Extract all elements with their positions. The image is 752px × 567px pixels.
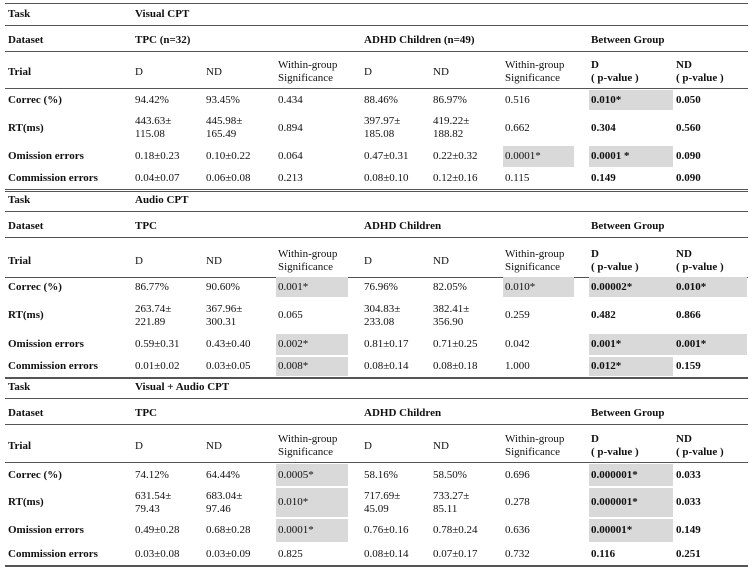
- tpc-group-header: TPC (n=32): [135, 33, 191, 46]
- adhd-nd-header: ND: [433, 439, 449, 452]
- value-cell-nd1: 93.45%: [206, 93, 240, 106]
- value-cell-bnd: 0.090: [676, 150, 701, 162]
- task-label: Task: [8, 380, 31, 393]
- tpc-within-group-header: Within-group Significance: [278, 433, 338, 458]
- value-cell-nd2: 82.05%: [433, 280, 467, 293]
- value-cell-wg2: 0.636: [505, 524, 530, 536]
- value-cell-nd2: 733.27± 85.11: [433, 489, 470, 515]
- value-cell-d1: 94.42%: [135, 93, 169, 106]
- between-nd-pvalue-header: ND ( p-value ): [676, 59, 724, 84]
- value-cell-wg2: 0.010*: [505, 280, 536, 293]
- trial-row-label: Omission errors: [8, 150, 84, 162]
- value-cell-wg2: 0.662: [505, 121, 530, 134]
- adhd-within-group-header: Within-group Significance: [505, 248, 565, 273]
- value-cell-d1: 0.49±0.28: [135, 524, 180, 536]
- value-cell-wg1: 0.002*: [278, 338, 309, 350]
- value-cell-bd: 0.149: [591, 172, 616, 184]
- task-name: Visual CPT: [135, 7, 190, 20]
- value-cell-bd: 0.0001 *: [591, 150, 630, 162]
- value-cell-wg1: 0.213: [278, 172, 303, 184]
- tpc-within-group-header: Within-group Significance: [278, 59, 338, 84]
- value-cell-nd1: 0.06±0.08: [206, 172, 251, 184]
- value-cell-d1: 0.01±0.02: [135, 360, 180, 372]
- between-nd-pvalue-header: ND ( p-value ): [676, 248, 724, 273]
- value-cell-d2: 58.16%: [364, 468, 398, 481]
- value-cell-bnd: 0.033: [676, 496, 701, 508]
- value-cell-bd: 0.012*: [591, 360, 622, 372]
- value-cell-d2: 0.81±0.17: [364, 338, 409, 350]
- value-cell-wg2: 0.278: [505, 496, 530, 508]
- value-cell-bnd: 0.149: [676, 524, 701, 536]
- trial-label: Trial: [8, 254, 32, 267]
- value-cell-nd2: 0.08±0.18: [433, 360, 478, 372]
- task-rule: [5, 25, 748, 26]
- adhd-group-header: ADHD Children: [364, 219, 442, 232]
- value-cell-wg1: 0.894: [278, 121, 303, 134]
- value-cell-d1: 631.54± 79.43: [135, 489, 172, 515]
- task-rule: [5, 398, 748, 399]
- between-group-header: Between Group: [591, 219, 665, 232]
- dataset-rule: [5, 51, 748, 52]
- value-cell-wg1: 0.064: [278, 150, 303, 162]
- value-cell-wg2: 0.516: [505, 93, 530, 106]
- value-cell-nd2: 382.41± 356.90: [433, 302, 470, 328]
- task-label: Task: [8, 7, 31, 20]
- adhd-d-header: D: [364, 439, 372, 452]
- trial-label: Trial: [8, 439, 32, 452]
- task-label: Task: [8, 193, 31, 206]
- adhd-nd-header: ND: [433, 254, 449, 267]
- trial-rule: [5, 88, 748, 89]
- value-cell-bd: 0.000001*: [591, 496, 638, 508]
- value-cell-d2: 0.08±0.14: [364, 360, 409, 372]
- value-cell-d2: 0.08±0.10: [364, 172, 409, 184]
- dataset-label: Dataset: [8, 406, 44, 419]
- value-cell-wg2: 0.259: [505, 309, 530, 321]
- value-cell-wg1: 0.008*: [278, 360, 309, 372]
- dataset-label: Dataset: [8, 219, 44, 232]
- value-cell-bd: 0.010*: [591, 93, 622, 106]
- value-cell-nd1: 64.44%: [206, 468, 240, 481]
- value-cell-nd1: 683.04± 97.46: [206, 489, 243, 515]
- trial-row-label: Correc (%): [8, 468, 62, 481]
- value-cell-bd: 0.116: [591, 547, 616, 560]
- adhd-group-header: ADHD Children: [364, 406, 442, 419]
- value-cell-nd2: 0.07±0.17: [433, 547, 478, 560]
- value-cell-bnd: 0.560: [676, 121, 701, 134]
- value-cell-nd2: 0.78±0.24: [433, 524, 478, 536]
- trial-row-label: Omission errors: [8, 338, 84, 350]
- value-cell-nd2: 0.12±0.16: [433, 172, 478, 184]
- value-cell-wg1: 0.0001*: [278, 524, 314, 536]
- value-cell-d2: 0.08±0.14: [364, 547, 409, 560]
- value-cell-d1: 0.03±0.08: [135, 547, 180, 560]
- tpc-nd-header: ND: [206, 65, 222, 78]
- value-cell-nd1: 90.60%: [206, 280, 240, 293]
- value-cell-nd2: 419.22± 188.82: [433, 115, 470, 140]
- value-cell-d2: 0.47±0.31: [364, 150, 409, 162]
- value-cell-wg1: 0.0005*: [278, 468, 314, 481]
- value-cell-d2: 717.69± 45.09: [364, 489, 401, 515]
- value-cell-nd1: 0.10±0.22: [206, 150, 251, 162]
- tpc-d-header: D: [135, 439, 143, 452]
- trial-row-label: Omission errors: [8, 524, 84, 536]
- value-cell-bd: 0.000001*: [591, 468, 638, 481]
- tpc-within-group-header: Within-group Significance: [278, 248, 338, 273]
- adhd-within-group-header: Within-group Significance: [505, 59, 565, 84]
- tpc-d-header: D: [135, 254, 143, 267]
- trial-row-label: RT(ms): [8, 121, 44, 134]
- value-cell-wg1: 0.010*: [278, 496, 309, 508]
- dataset-label: Dataset: [8, 33, 44, 46]
- value-cell-bnd: 0.001*: [676, 338, 707, 350]
- value-cell-wg1: 0.001*: [278, 280, 309, 293]
- tpc-nd-header: ND: [206, 254, 222, 267]
- value-cell-nd2: 0.71±0.25: [433, 338, 478, 350]
- trial-row-label: Commission errors: [8, 547, 98, 560]
- dataset-rule: [5, 237, 748, 238]
- adhd-within-group-header: Within-group Significance: [505, 433, 565, 458]
- tpc-nd-header: ND: [206, 439, 222, 452]
- value-cell-d2: 397.97± 185.08: [364, 115, 401, 140]
- section-rule: [5, 378, 748, 379]
- trial-rule: [5, 462, 748, 463]
- between-d-pvalue-header: D ( p-value ): [591, 248, 639, 273]
- value-cell-d1: 263.74± 221.89: [135, 302, 172, 328]
- value-cell-nd2: 58.50%: [433, 468, 467, 481]
- value-cell-wg2: 0.0001*: [505, 150, 541, 162]
- tpc-group-header: TPC: [135, 219, 157, 232]
- trial-row-label: Commission errors: [8, 360, 98, 372]
- value-cell-d2: 76.96%: [364, 280, 398, 293]
- value-cell-bd: 0.482: [591, 309, 616, 321]
- table-top-rule: [5, 3, 748, 4]
- value-cell-d2: 88.46%: [364, 93, 398, 106]
- section-rule: [5, 191, 748, 192]
- task-name: Audio CPT: [135, 193, 189, 206]
- adhd-group-header: ADHD Children (n=49): [364, 33, 475, 46]
- value-cell-bnd: 0.033: [676, 468, 701, 481]
- value-cell-wg2: 0.732: [505, 547, 530, 560]
- value-cell-d2: 304.83± 233.08: [364, 302, 401, 328]
- value-cell-wg2: 1.000: [505, 360, 530, 372]
- task-name: Visual + Audio CPT: [135, 380, 230, 393]
- between-nd-pvalue-header: ND ( p-value ): [676, 433, 724, 458]
- value-cell-bnd: 0.866: [676, 309, 701, 321]
- value-cell-wg1: 0.825: [278, 547, 303, 560]
- value-cell-wg1: 0.065: [278, 309, 303, 321]
- value-cell-d1: 443.63± 115.08: [135, 115, 172, 140]
- tpc-group-header: TPC: [135, 406, 157, 419]
- between-group-header: Between Group: [591, 406, 665, 419]
- dataset-rule: [5, 424, 748, 425]
- value-cell-bnd: 0.090: [676, 172, 701, 184]
- trial-row-label: RT(ms): [8, 309, 44, 321]
- value-cell-bnd: 0.050: [676, 93, 701, 106]
- between-group-header: Between Group: [591, 33, 665, 46]
- adhd-d-header: D: [364, 65, 372, 78]
- tpc-d-header: D: [135, 65, 143, 78]
- value-cell-d1: 0.04±0.07: [135, 172, 180, 184]
- trial-row-label: Correc (%): [8, 280, 62, 293]
- value-cell-nd2: 86.97%: [433, 93, 467, 106]
- value-cell-nd1: 0.03±0.05: [206, 360, 251, 372]
- between-d-pvalue-header: D ( p-value ): [591, 59, 639, 84]
- value-cell-nd1: 445.98± 165.49: [206, 115, 243, 140]
- value-cell-nd1: 0.03±0.09: [206, 547, 251, 560]
- value-cell-bnd: 0.159: [676, 360, 701, 372]
- value-cell-bnd: 0.251: [676, 547, 701, 560]
- value-cell-d1: 0.18±0.23: [135, 150, 180, 162]
- adhd-nd-header: ND: [433, 65, 449, 78]
- value-cell-nd1: 367.96± 300.31: [206, 302, 243, 328]
- trial-label: Trial: [8, 65, 32, 78]
- between-d-pvalue-header: D ( p-value ): [591, 433, 639, 458]
- value-cell-bd: 0.304: [591, 121, 616, 134]
- value-cell-wg2: 0.696: [505, 468, 530, 481]
- value-cell-nd2: 0.22±0.32: [433, 150, 478, 162]
- value-cell-wg2: 0.115: [505, 172, 530, 184]
- trial-row-label: RT(ms): [8, 496, 44, 508]
- value-cell-nd1: 0.68±0.28: [206, 524, 251, 536]
- value-cell-d1: 86.77%: [135, 280, 169, 293]
- value-cell-nd1: 0.43±0.40: [206, 338, 251, 350]
- value-cell-d1: 74.12%: [135, 468, 169, 481]
- value-cell-bd: 0.001*: [591, 338, 622, 350]
- value-cell-bd: 0.00001*: [591, 524, 633, 536]
- trial-row-label: Correc (%): [8, 93, 62, 106]
- section-bottom-rule: [5, 189, 748, 190]
- trial-row-label: Commission errors: [8, 172, 98, 184]
- adhd-d-header: D: [364, 254, 372, 267]
- value-cell-wg2: 0.042: [505, 338, 530, 350]
- value-cell-d1: 0.59±0.31: [135, 338, 180, 350]
- value-cell-bnd: 0.010*: [676, 280, 707, 293]
- value-cell-bd: 0.00002*: [591, 280, 633, 293]
- value-cell-d2: 0.76±0.16: [364, 524, 409, 536]
- task-rule: [5, 211, 748, 212]
- value-cell-wg1: 0.434: [278, 93, 303, 106]
